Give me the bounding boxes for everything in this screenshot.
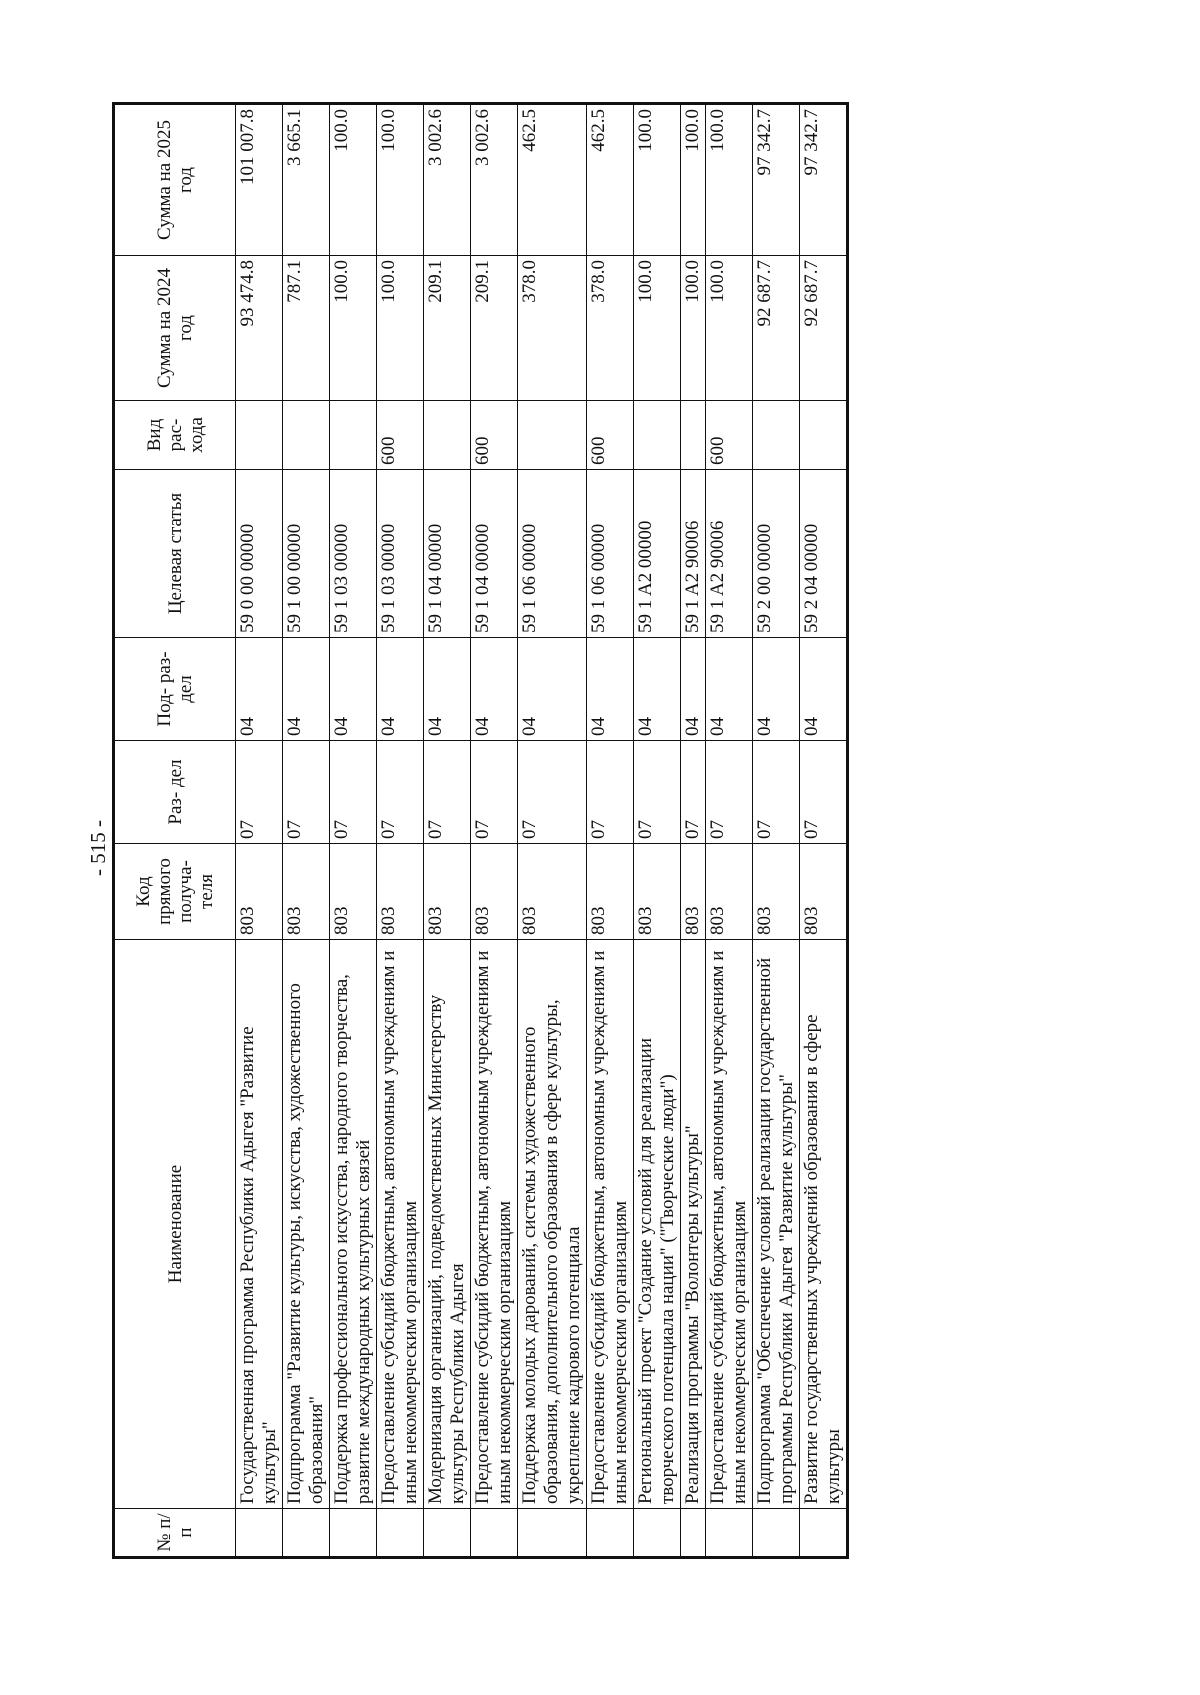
cell-target: 59 1 03 00000 xyxy=(377,470,424,638)
page-number: - 515 - xyxy=(86,820,110,876)
table-row xyxy=(706,104,753,1558)
table-row xyxy=(753,104,800,1558)
cell-section: 07 xyxy=(283,741,330,844)
cell-sum-2025: 3 002.6 xyxy=(424,104,471,256)
table-row xyxy=(236,104,283,1558)
cell-sum-2025: 100.0 xyxy=(681,104,706,256)
cell-num xyxy=(800,1509,848,1558)
cell-subsection: 04 xyxy=(471,638,518,741)
cell-recipient: 803 xyxy=(753,844,800,940)
table-row xyxy=(330,104,377,1558)
cell-expense-type xyxy=(330,401,377,470)
budget-table-container xyxy=(112,105,1012,1559)
cell-section: 07 xyxy=(681,741,706,844)
cell-target: 59 1 04 00000 xyxy=(424,470,471,638)
cell-num xyxy=(518,1509,587,1558)
header-section: Раз- дел xyxy=(114,741,236,844)
cell-section: 07 xyxy=(800,741,848,844)
cell-name: Развитие государственных учреждений образования в сфере культуры xyxy=(800,940,848,1509)
cell-subsection: 04 xyxy=(587,638,634,741)
cell-sum-2025: 100.0 xyxy=(330,104,377,256)
cell-num xyxy=(424,1509,471,1558)
cell-sum-2025: 97 342.7 xyxy=(753,104,800,256)
header-name: Наименование xyxy=(114,940,236,1509)
cell-target: 59 1 06 00000 xyxy=(587,470,634,638)
cell-section: 07 xyxy=(424,741,471,844)
cell-target: 59 1 A2 90006 xyxy=(706,470,753,638)
table-row xyxy=(283,104,330,1558)
cell-num xyxy=(634,1509,681,1558)
cell-sum-2025: 100.0 xyxy=(377,104,424,256)
cell-sum-2025: 3 665.1 xyxy=(283,104,330,256)
cell-expense-type: 600 xyxy=(471,401,518,470)
cell-sum-2024: 93 474.8 xyxy=(236,256,283,401)
cell-target: 59 0 00 00000 xyxy=(236,470,283,638)
cell-expense-type xyxy=(681,401,706,470)
cell-num xyxy=(753,1509,800,1558)
cell-section: 07 xyxy=(471,741,518,844)
table-body xyxy=(236,104,848,1558)
table-row xyxy=(634,104,681,1558)
cell-section: 07 xyxy=(236,741,283,844)
cell-sum-2025: 97 342.7 xyxy=(800,104,848,256)
cell-name: Поддержка молодых дарований, системы художественного образования, дополнительного образования в сфере культуры, укрепление кадрового потенциала xyxy=(518,940,587,1509)
cell-sum-2025: 462.5 xyxy=(518,104,587,256)
table-row xyxy=(471,104,518,1558)
cell-recipient: 803 xyxy=(706,844,753,940)
cell-subsection: 04 xyxy=(424,638,471,741)
cell-num xyxy=(330,1509,377,1558)
cell-target: 59 1 04 00000 xyxy=(471,470,518,638)
cell-sum-2024: 100.0 xyxy=(706,256,753,401)
cell-num xyxy=(236,1509,283,1558)
cell-target: 59 2 04 00000 xyxy=(800,470,848,638)
cell-sum-2024: 209.1 xyxy=(471,256,518,401)
cell-target: 59 1 A2 90006 xyxy=(681,470,706,638)
cell-sum-2024: 209.1 xyxy=(424,256,471,401)
cell-subsection: 04 xyxy=(518,638,587,741)
cell-section: 07 xyxy=(587,741,634,844)
cell-section: 07 xyxy=(634,741,681,844)
cell-name: Подпрограмма "Обеспечение условий реализации государственной программы Республики Адыгея "Развитие культуры" xyxy=(753,940,800,1509)
cell-recipient: 803 xyxy=(424,844,471,940)
cell-expense-type: 600 xyxy=(377,401,424,470)
cell-sum-2024: 787.1 xyxy=(283,256,330,401)
cell-sum-2025: 100.0 xyxy=(634,104,681,256)
header-row xyxy=(114,104,236,1558)
table-row xyxy=(681,104,706,1558)
cell-recipient: 803 xyxy=(634,844,681,940)
cell-num xyxy=(681,1509,706,1558)
cell-sum-2024: 100.0 xyxy=(634,256,681,401)
cell-expense-type xyxy=(634,401,681,470)
cell-subsection: 04 xyxy=(706,638,753,741)
cell-expense-type xyxy=(283,401,330,470)
cell-target: 59 1 03 00000 xyxy=(330,470,377,638)
cell-num xyxy=(377,1509,424,1558)
cell-sum-2024: 100.0 xyxy=(330,256,377,401)
cell-target: 59 1 06 00000 xyxy=(518,470,587,638)
cell-subsection: 04 xyxy=(330,638,377,741)
cell-section: 07 xyxy=(706,741,753,844)
cell-sum-2024: 378.0 xyxy=(518,256,587,401)
cell-name: Поддержка профессионального искусства, народного творчества, развитие международных культурных связей xyxy=(330,940,377,1509)
cell-recipient: 803 xyxy=(518,844,587,940)
cell-name: Предоставление субсидий бюджетным, автономным учреждениям и иным некоммерческим организациям xyxy=(471,940,518,1509)
cell-expense-type: 600 xyxy=(587,401,634,470)
header-target: Целевая статья xyxy=(114,470,236,638)
header-subsection: Под- раз- дел xyxy=(114,638,236,741)
cell-subsection: 04 xyxy=(377,638,424,741)
cell-recipient: 803 xyxy=(283,844,330,940)
cell-recipient: 803 xyxy=(471,844,518,940)
cell-sum-2024: 92 687.7 xyxy=(753,256,800,401)
cell-recipient: 803 xyxy=(587,844,634,940)
cell-subsection: 04 xyxy=(634,638,681,741)
header-recipient: Код прямого получа- теля xyxy=(114,844,236,940)
cell-subsection: 04 xyxy=(681,638,706,741)
cell-expense-type xyxy=(753,401,800,470)
cell-name: Предоставление субсидий бюджетным, автономным учреждениям и иным некоммерческим организациям xyxy=(587,940,634,1509)
cell-target: 59 1 A2 00000 xyxy=(634,470,681,638)
cell-name: Государственная программа Республики Адыгея "Развитие культуры" xyxy=(236,940,283,1509)
cell-sum-2024: 92 687.7 xyxy=(800,256,848,401)
cell-sum-2025: 101 007.8 xyxy=(236,104,283,256)
table-row xyxy=(424,104,471,1558)
cell-num xyxy=(706,1509,753,1558)
header-num: № п/п xyxy=(114,1509,236,1558)
cell-subsection: 04 xyxy=(800,638,848,741)
cell-subsection: 04 xyxy=(236,638,283,741)
cell-name: Предоставление субсидий бюджетным, автономным учреждениям и иным некоммерческим организациям xyxy=(377,940,424,1509)
cell-name: Модернизация организаций, подведомственных Министерству культуры Республики Адыгея xyxy=(424,940,471,1509)
cell-sum-2024: 100.0 xyxy=(681,256,706,401)
cell-subsection: 04 xyxy=(753,638,800,741)
cell-expense-type xyxy=(800,401,848,470)
cell-recipient: 803 xyxy=(330,844,377,940)
cell-section: 07 xyxy=(330,741,377,844)
cell-section: 07 xyxy=(518,741,587,844)
cell-num xyxy=(471,1509,518,1558)
header-sum-2025: Сумма на 2025 год xyxy=(114,104,236,256)
cell-recipient: 803 xyxy=(681,844,706,940)
cell-num xyxy=(283,1509,330,1558)
cell-name: Предоставление субсидий бюджетным, автономным учреждениям и иным некоммерческим организациям xyxy=(706,940,753,1509)
cell-sum-2025: 100.0 xyxy=(706,104,753,256)
cell-expense-type xyxy=(424,401,471,470)
header-expense-type: Вид рас- хода xyxy=(114,401,236,470)
cell-name: Реализация программы "Волонтеры культуры" xyxy=(681,940,706,1509)
cell-recipient: 803 xyxy=(236,844,283,940)
cell-expense-type xyxy=(236,401,283,470)
cell-sum-2024: 100.0 xyxy=(377,256,424,401)
header-sum-2024: Сумма на 2024 год xyxy=(114,256,236,401)
cell-section: 07 xyxy=(753,741,800,844)
table-row xyxy=(377,104,424,1558)
table-row xyxy=(800,104,848,1558)
cell-recipient: 803 xyxy=(377,844,424,940)
table-row xyxy=(587,104,634,1558)
cell-num xyxy=(587,1509,634,1558)
table-row xyxy=(518,104,587,1558)
budget-table xyxy=(112,102,849,1559)
cell-sum-2025: 3 002.6 xyxy=(471,104,518,256)
cell-name: Подпрограмма "Развитие культуры, искусства, художественного образования" xyxy=(283,940,330,1509)
cell-sum-2025: 462.5 xyxy=(587,104,634,256)
cell-target: 59 1 00 00000 xyxy=(283,470,330,638)
cell-expense-type: 600 xyxy=(706,401,753,470)
cell-name: Региональный проект "Создание условий для реализации творческого потенциала нации" ("Творческие люди") xyxy=(634,940,681,1509)
cell-subsection: 04 xyxy=(283,638,330,741)
cell-sum-2024: 378.0 xyxy=(587,256,634,401)
cell-expense-type xyxy=(518,401,587,470)
cell-target: 59 2 00 00000 xyxy=(753,470,800,638)
cell-recipient: 803 xyxy=(800,844,848,940)
cell-section: 07 xyxy=(377,741,424,844)
